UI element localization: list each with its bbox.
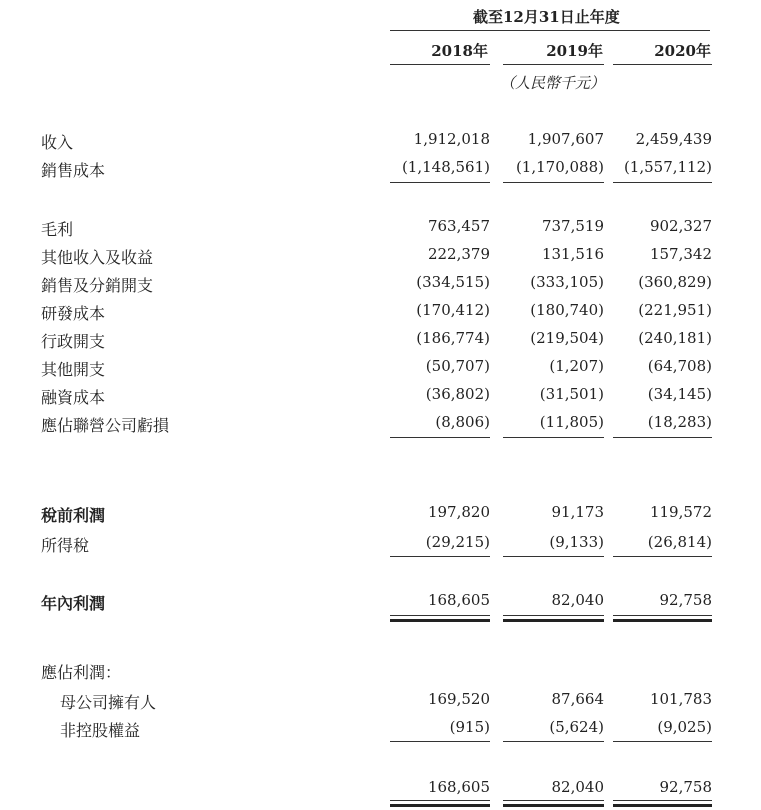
total-rule-top — [390, 800, 490, 801]
table-row-owners-of-parent — [0, 690, 761, 714]
value-2020: 902,327 — [649, 217, 712, 235]
table-row-cost-of-sales — [0, 158, 761, 182]
subtotal-rule — [503, 741, 604, 742]
table-row-gross-profit — [0, 217, 761, 241]
table-row-other-expenses — [0, 357, 761, 381]
subtotal-rule — [503, 182, 604, 183]
value-2020: (64,708) — [647, 357, 712, 375]
subtotal-rule — [613, 741, 712, 742]
value-2018: 763,457 — [427, 217, 490, 235]
table-row-selling-expenses — [0, 273, 761, 297]
total-double-rule — [613, 804, 712, 807]
value-2018: (1,148,561) — [401, 158, 490, 176]
total-rule-top — [613, 615, 712, 616]
value-2019: (11,805) — [539, 413, 604, 431]
table-row-admin-expenses — [0, 329, 761, 353]
subtotal-rule — [390, 556, 490, 557]
value-2018: (186,774) — [416, 329, 490, 347]
value-2018: 1,912,018 — [413, 130, 490, 148]
value-2019: 82,040 — [551, 591, 604, 609]
total-double-rule — [503, 619, 604, 622]
table-row-share-of-losses — [0, 413, 761, 437]
total-rule-top — [503, 615, 604, 616]
row-label: 銷售及分銷開支 — [41, 276, 154, 295]
row-label: 毛利 — [41, 220, 74, 239]
subtotal-rule — [390, 741, 490, 742]
row-label: 非控股權益 — [60, 721, 141, 740]
period-underline — [390, 30, 710, 31]
table-row-profit-for-year — [0, 591, 761, 615]
subtotal-rule — [613, 437, 712, 438]
year-2019-underline — [503, 64, 604, 65]
row-label: 銷售成本 — [41, 161, 106, 180]
value-2018: 222,379 — [427, 245, 490, 263]
subtotal-rule — [390, 437, 490, 438]
value-2018: (50,707) — [425, 357, 490, 375]
table-row-rnd-costs — [0, 301, 761, 325]
value-2019: 91,173 — [551, 503, 604, 521]
period-header: 截至12月31日止年度 — [473, 8, 620, 26]
row-label: 收入 — [41, 133, 74, 152]
row-label: 其他收入及收益 — [41, 248, 154, 267]
row-label: 行政開支 — [41, 332, 106, 351]
value-2020: 101,783 — [649, 690, 712, 708]
value-2019: (5,624) — [549, 718, 604, 736]
row-label: 稅前利潤 — [41, 506, 106, 525]
row-label: 所得稅 — [41, 536, 90, 555]
subtotal-rule — [503, 556, 604, 557]
row-label: 研發成本 — [41, 304, 106, 323]
value-2019: (180,740) — [530, 301, 604, 319]
unit-label: （人民幣千元） — [500, 74, 606, 92]
value-2020: 92,758 — [659, 778, 712, 796]
table-row-profit-before-tax — [0, 503, 761, 527]
value-2020: (9,025) — [657, 718, 712, 736]
value-2018: (915) — [449, 718, 490, 736]
subtotal-rule — [613, 182, 712, 183]
value-2019: 87,664 — [551, 690, 604, 708]
value-2020: (360,829) — [638, 273, 712, 291]
value-2020: 92,758 — [659, 591, 712, 609]
value-2020: (18,283) — [647, 413, 712, 431]
value-2019: (31,501) — [539, 385, 604, 403]
value-2018: (29,215) — [425, 533, 490, 551]
value-2020: (34,145) — [647, 385, 712, 403]
value-2020: (26,814) — [647, 533, 712, 551]
table-row-attributable-heading — [0, 660, 761, 684]
table-row-attributable-total — [0, 778, 761, 802]
value-2019: 82,040 — [551, 778, 604, 796]
year-2020-header: 2020年 — [654, 42, 711, 60]
table-row-income-tax — [0, 533, 761, 557]
row-label: 應佔聯營公司虧損 — [41, 416, 170, 435]
value-2019: 1,907,607 — [527, 130, 604, 148]
value-2018: (8,806) — [435, 413, 490, 431]
table-row-other-income — [0, 245, 761, 269]
row-label: 應佔利潤： — [41, 663, 122, 682]
value-2020: 2,459,439 — [635, 130, 712, 148]
table-row-non-controlling — [0, 718, 761, 742]
total-double-rule — [613, 619, 712, 622]
total-double-rule — [390, 619, 490, 622]
value-2019: (1,170,088) — [515, 158, 604, 176]
value-2018: (36,802) — [425, 385, 490, 403]
value-2019: 737,519 — [541, 217, 604, 235]
subtotal-rule — [613, 556, 712, 557]
row-label: 母公司擁有人 — [60, 693, 157, 712]
value-2018: 168,605 — [427, 778, 490, 796]
year-2018-underline — [390, 64, 490, 65]
total-rule-top — [390, 615, 490, 616]
row-label: 年內利潤 — [41, 594, 106, 613]
table-row-finance-costs — [0, 385, 761, 409]
value-2020: (240,181) — [638, 329, 712, 347]
value-2018: 169,520 — [427, 690, 490, 708]
row-label: 融資成本 — [41, 388, 106, 407]
value-2020: (221,951) — [638, 301, 712, 319]
table-row-revenue — [0, 130, 761, 154]
value-2018: 197,820 — [427, 503, 490, 521]
value-2020: (1,557,112) — [623, 158, 712, 176]
value-2019: 131,516 — [541, 245, 604, 263]
value-2018: (170,412) — [416, 301, 490, 319]
value-2019: (333,105) — [530, 273, 604, 291]
total-double-rule — [503, 804, 604, 807]
subtotal-rule — [503, 437, 604, 438]
row-label: 其他開支 — [41, 360, 106, 379]
total-rule-top — [613, 800, 712, 801]
year-2019-header: 2019年 — [546, 42, 603, 60]
value-2018: 168,605 — [427, 591, 490, 609]
year-2020-underline — [613, 64, 712, 65]
value-2019: (1,207) — [549, 357, 604, 375]
total-double-rule — [390, 804, 490, 807]
value-2020: 119,572 — [649, 503, 712, 521]
value-2019: (9,133) — [549, 533, 604, 551]
total-rule-top — [503, 800, 604, 801]
value-2020: 157,342 — [649, 245, 712, 263]
year-2018-header: 2018年 — [431, 42, 488, 60]
subtotal-rule — [390, 182, 490, 183]
value-2018: (334,515) — [416, 273, 490, 291]
value-2019: (219,504) — [530, 329, 604, 347]
